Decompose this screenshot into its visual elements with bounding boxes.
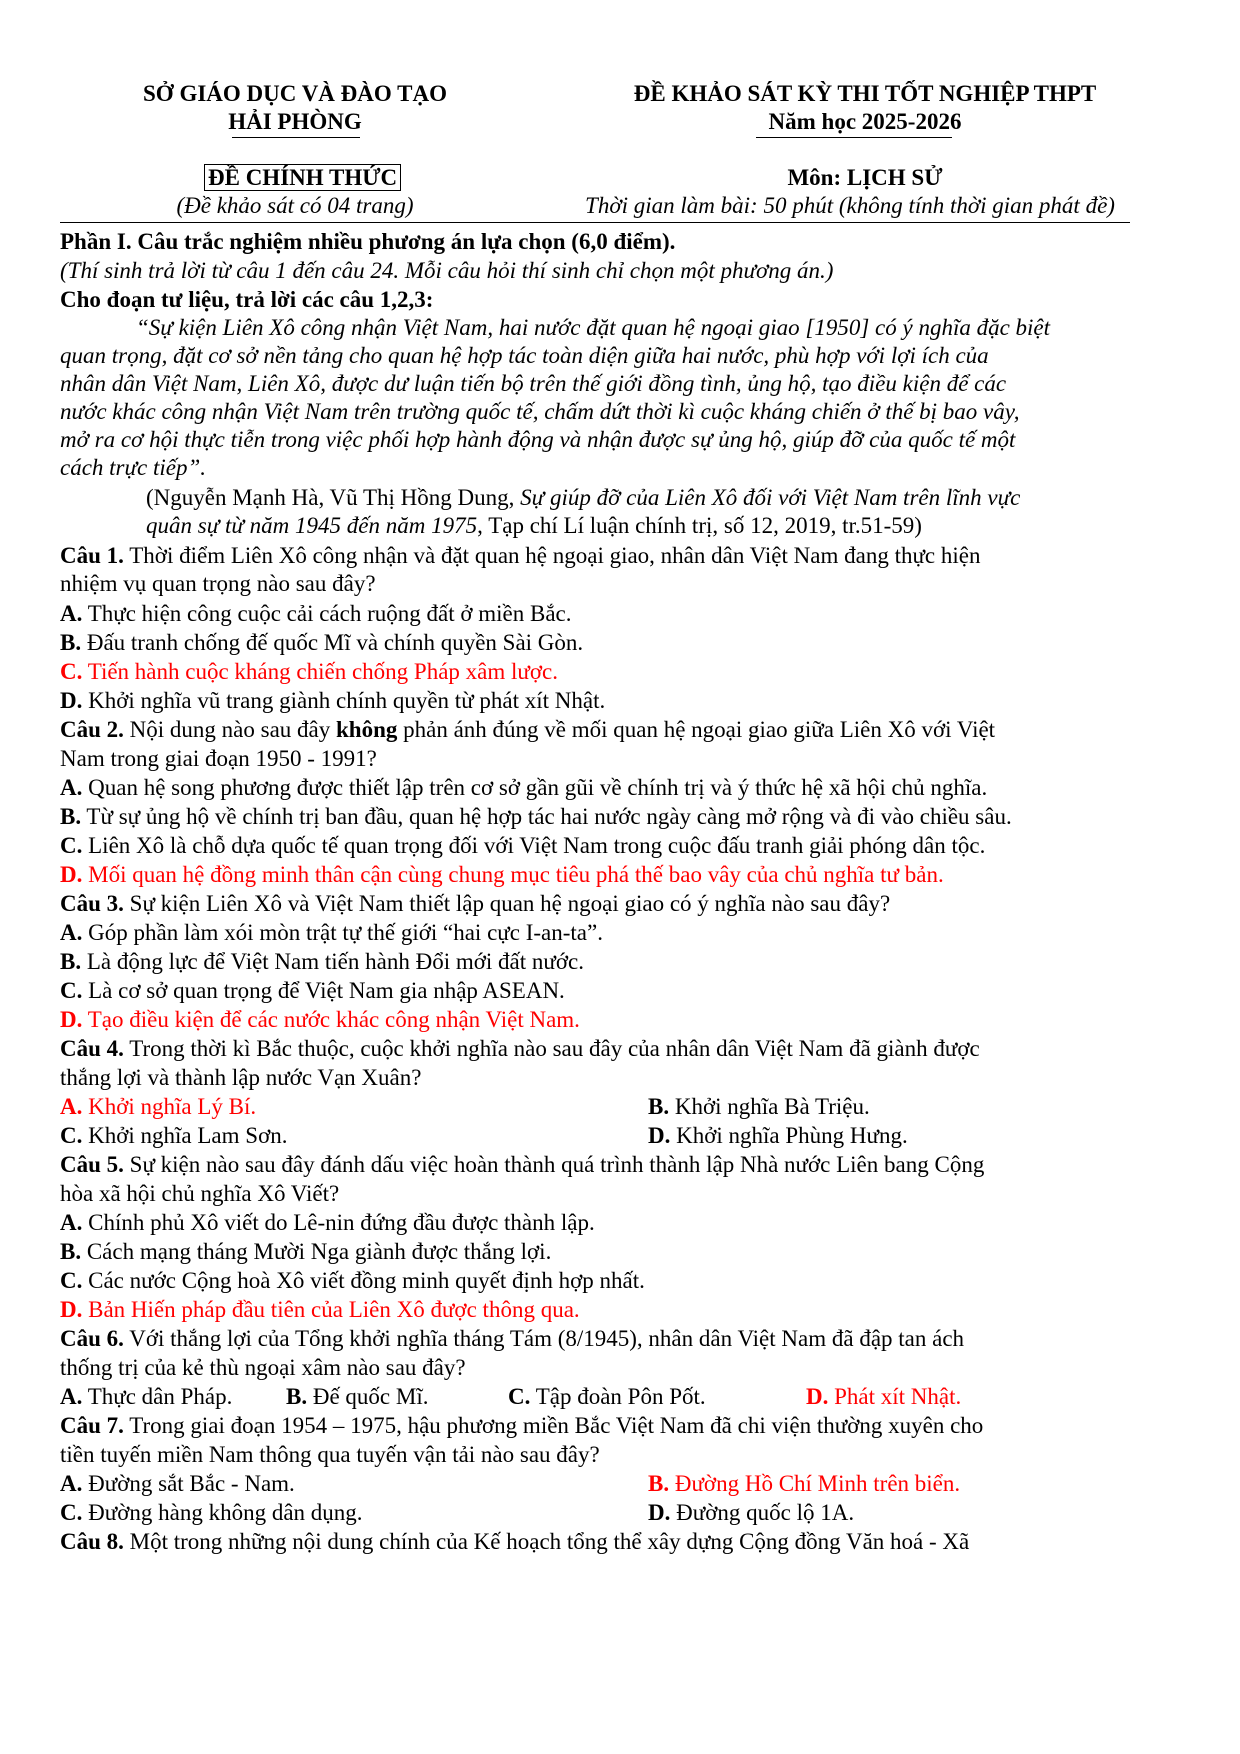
q1-option-a[interactable]: A. Thực hiện công cuộc cải cách ruộng đất ở miền Bắc. <box>60 601 572 626</box>
passage-line: “Sự kiện Liên Xô công nhận Việt Nam, hai nước đặt quan hệ ngoại giao [1950] có ý nghĩa đặc biệt <box>136 315 1051 340</box>
q7-option-a[interactable]: A. Đường sắt Bắc - Nam. <box>60 1471 295 1496</box>
passage-intro: Cho đoạn tư liệu, trả lời các câu 1,2,3: <box>60 287 434 312</box>
passage-source-cont: quân sự từ năm 1945 đến năm 1975, Tạp chí Lí luận chính trị, số 12, 2019, tr.51-59) <box>146 513 922 538</box>
question-5: Câu 5. Sự kiện nào sau đây đánh dấu việc hoàn thành quá trình thành lập Nhà nước Liên bang Cộng <box>60 1152 985 1177</box>
q2-option-a[interactable]: A. Quan hệ song phương được thiết lập trên cơ sở gần gũi về chính trị và ý thức hệ xã hội chủ nghĩa. <box>60 775 988 800</box>
question-7: Câu 7. Trong giai đoạn 1954 – 1975, hậu phương miền Bắc Việt Nam đã chi viện thường xuyên cho <box>60 1413 984 1438</box>
q3-option-d[interactable]: D. Tạo điều kiện để các nước khác công nhận Việt Nam. <box>60 1007 580 1032</box>
question-2-cont: Nam trong giai đoạn 1950 - 1991? <box>60 746 377 771</box>
question-4-cont: thắng lợi và thành lập nước Vạn Xuân? <box>60 1065 422 1090</box>
question-8: Câu 8. Một trong những nội dung chính của Kế hoạch tổng thể xây dựng Cộng đồng Văn hoá - Xã <box>60 1529 970 1554</box>
exam-title: ĐỀ KHẢO SÁT KỲ THI TỐT NGHIỆP THPT <box>633 81 1097 106</box>
page-count-note: (Đề khảo sát có 04 trang) <box>176 193 414 218</box>
passage-source: (Nguyễn Mạnh Hà, Vũ Thị Hồng Dung, Sự giúp đỡ của Liên Xô đối với Việt Nam trên lĩnh vực <box>146 485 1021 510</box>
city-name: HẢI PHÒNG <box>228 109 362 134</box>
school-year-underline <box>756 137 952 138</box>
question-1-cont: nhiệm vụ quan trọng nào sau đây? <box>60 571 376 596</box>
q5-option-c[interactable]: C. Các nước Cộng hoà Xô viết đồng minh quyết định hợp nhất. <box>60 1268 645 1293</box>
q5-option-d[interactable]: D. Bản Hiến pháp đầu tiên của Liên Xô được thông qua. <box>60 1297 580 1322</box>
q5-option-b[interactable]: B. Cách mạng tháng Mười Nga giành được thắng lợi. <box>60 1239 552 1264</box>
q7-option-d[interactable]: D. Đường quốc lộ 1A. <box>648 1500 855 1525</box>
q2-option-c[interactable]: C. Liên Xô là chỗ dựa quốc tế quan trọng đối với Việt Nam trong cuộc đấu tranh giải phóng dân tộc. <box>60 833 986 858</box>
q4-option-b[interactable]: B. Khởi nghĩa Bà Triệu. <box>648 1094 870 1119</box>
part1-instruction: (Thí sinh trả lời từ câu 1 đến câu 24. Mỗi câu hỏi thí sinh chỉ chọn một phương án.) <box>60 258 834 283</box>
question-6-cont: thống trị của kẻ thù ngoại xâm nào sau đây? <box>60 1355 466 1380</box>
header-divider <box>60 222 1130 223</box>
passage-line: mở ra cơ hội thực tiễn trong việc phối hợp hành động và nhận được sự ủng hộ, giúp đỡ của quốc tế một <box>60 427 1016 452</box>
question-3: Câu 3. Sự kiện Liên Xô và Việt Nam thiết lập quan hệ ngoại giao có ý nghĩa nào sau đây? <box>60 891 891 916</box>
q5-option-a[interactable]: A. Chính phủ Xô viết do Lê-nin đứng đầu được thành lập. <box>60 1210 595 1235</box>
question-4: Câu 4. Trong thời kì Bắc thuộc, cuộc khởi nghĩa nào sau đây của nhân dân Việt Nam đã giành được <box>60 1036 980 1061</box>
passage-line: quan trọng, đặt cơ sở nền tảng cho quan hệ hợp tác toàn diện giữa hai nước, phù hợp với lợi ích của <box>60 343 989 368</box>
question-6: Câu 6. Với thắng lợi của Tổng khởi nghĩa tháng Tám (8/1945), nhân dân Việt Nam đã đập tan ách <box>60 1326 965 1351</box>
passage-line: cách trực tiếp”. <box>60 455 207 480</box>
passage-line: nhân dân Việt Nam, Liên Xô, được dư luận tiến bộ trên thế giới đồng tình, ủng hộ, tạo điều kiện để các <box>60 371 1007 396</box>
q4-option-a[interactable]: A. Khởi nghĩa Lý Bí. <box>60 1094 257 1119</box>
q2-option-b[interactable]: B. Từ sự ủng hộ về chính trị ban đầu, quan hệ hợp tác hai nước ngày càng mở rộng và đi vào chiều sâu. <box>60 804 1012 829</box>
q2-option-d[interactable]: D. Mối quan hệ đồng minh thân cận cùng chung mục tiêu phá thế bao vây của chủ nghĩa tư bản. <box>60 862 944 887</box>
passage-line: nước khác công nhận Việt Nam trên trường quốc tế, chấm dứt thời kì cuộc kháng chiến ở thế bị bao vây, <box>60 399 1020 424</box>
q7-option-b[interactable]: B. Đường Hồ Chí Minh trên biển. <box>648 1471 961 1496</box>
question-7-cont: tiền tuyến miền Nam thông qua tuyến vận tải nào sau đây? <box>60 1442 600 1467</box>
q4-option-d[interactable]: D. Khởi nghĩa Phùng Hưng. <box>648 1123 908 1148</box>
q1-option-c[interactable]: C. Tiến hành cuộc kháng chiến chống Pháp xâm lược. <box>60 659 558 684</box>
part1-title: Phần I. Câu trắc nghiệm nhiều phương án lựa chọn (6,0 điểm). <box>60 229 676 254</box>
q3-option-b[interactable]: B. Là động lực để Việt Nam tiến hành Đổi mới đất nước. <box>60 949 584 974</box>
time-note: Thời gian làm bài: 50 phút (không tính thời gian phát đề) <box>585 193 1115 218</box>
school-year: Năm học 2025-2026 <box>768 109 962 134</box>
city-underline <box>232 137 360 138</box>
official-exam-label: ĐỀ CHÍNH THỨC <box>204 164 401 191</box>
q3-option-a[interactable]: A. Góp phần làm xói mòn trật tự thế giới “hai cực I-an-ta”. <box>60 920 603 945</box>
q6-option-d[interactable]: D. Phát xít Nhật. <box>806 1384 962 1409</box>
subject-title: Môn: LỊCH SỬ <box>787 165 943 190</box>
q6-option-c[interactable]: C. Tập đoàn Pôn Pốt. <box>508 1384 706 1409</box>
q1-option-b[interactable]: B. Đấu tranh chống đế quốc Mĩ và chính quyền Sài Gòn. <box>60 630 584 655</box>
q3-option-c[interactable]: C. Là cơ sở quan trọng để Việt Nam gia nhập ASEAN. <box>60 978 565 1003</box>
department-name: SỞ GIÁO DỤC VÀ ĐÀO TẠO <box>143 81 447 106</box>
q6-option-a[interactable]: A. Thực dân Pháp. <box>60 1384 233 1409</box>
q4-option-c[interactable]: C. Khởi nghĩa Lam Sơn. <box>60 1123 288 1148</box>
q1-option-d[interactable]: D. Khởi nghĩa vũ trang giành chính quyền từ phát xít Nhật. <box>60 688 606 713</box>
q7-option-c[interactable]: C. Đường hàng không dân dụng. <box>60 1500 363 1525</box>
question-1: Câu 1. Thời điểm Liên Xô công nhận và đặt quan hệ ngoại giao, nhân dân Việt Nam đang thực hiện <box>60 543 981 568</box>
question-5-cont: hòa xã hội chủ nghĩa Xô Viết? <box>60 1181 340 1206</box>
q6-option-b[interactable]: B. Đế quốc Mĩ. <box>286 1384 429 1409</box>
question-2: Câu 2. Nội dung nào sau đây không phản ánh đúng về mối quan hệ ngoại giao giữa Liên Xô với Việt <box>60 717 996 742</box>
